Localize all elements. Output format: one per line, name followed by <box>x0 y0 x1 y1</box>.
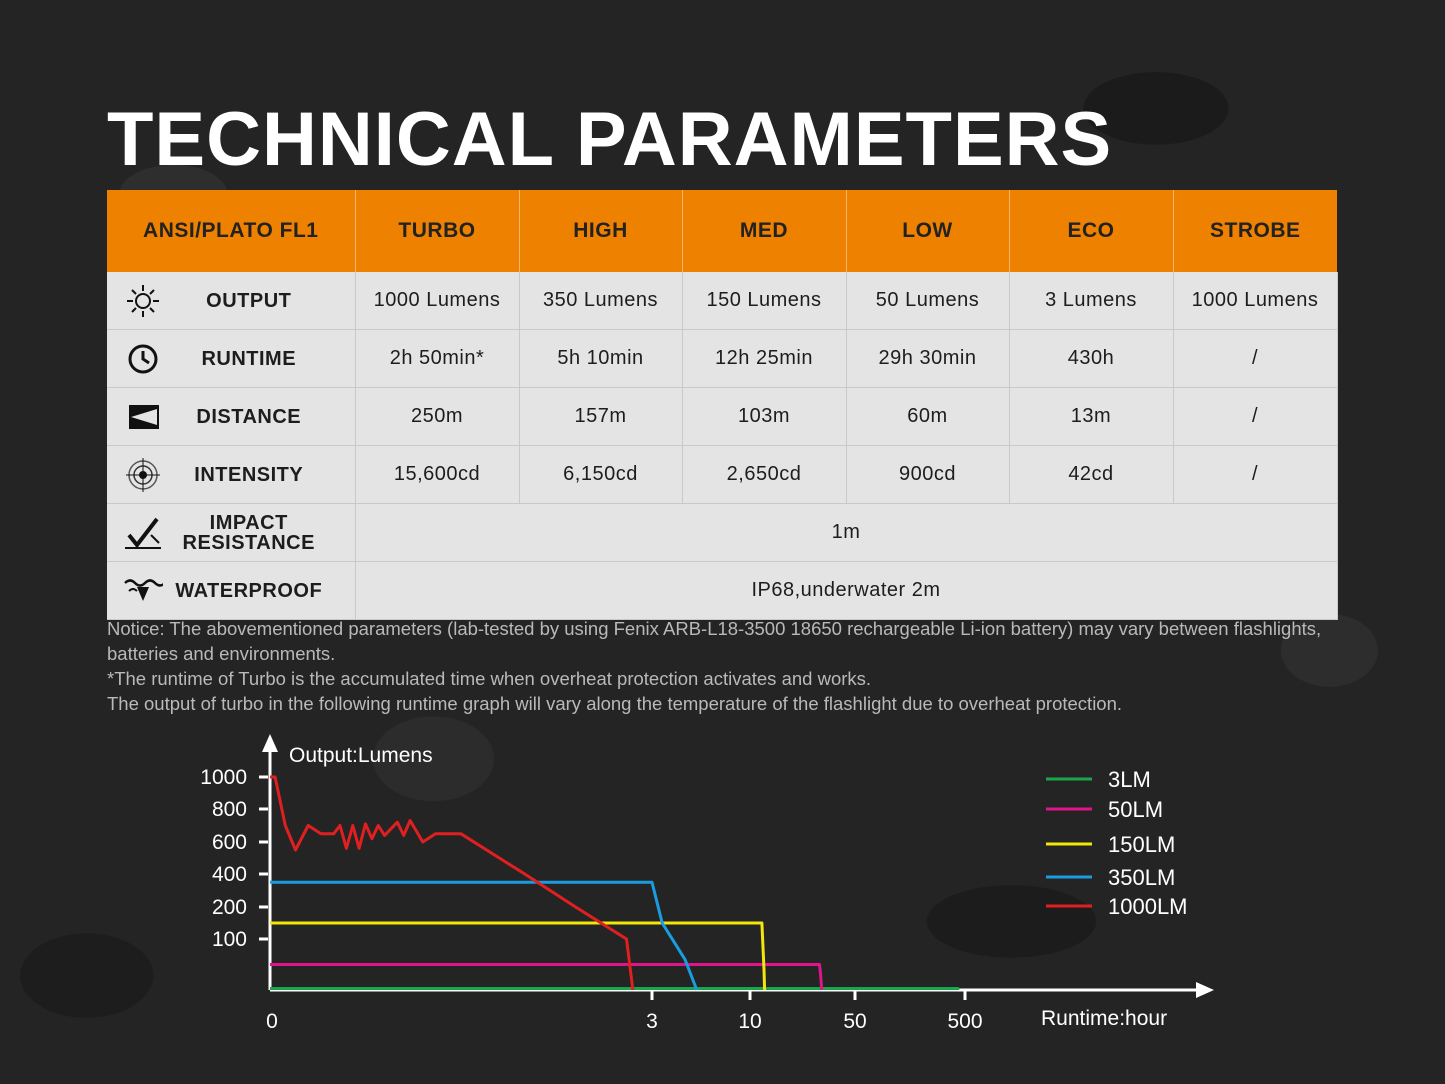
merged-cell: 1m <box>355 504 1337 562</box>
x-axis-label: Runtime:hour <box>1041 1007 1168 1030</box>
note-line: Notice: The abovementioned parameters (lab-tested by using Fenix ARB-L18-3500 18650 rechargeable Li-ion battery) may vary between flashlights, batteries and environments. <box>107 618 1322 664</box>
table-cell: 2h 50min* <box>355 330 519 388</box>
series-line-3lm <box>270 989 958 991</box>
table-cell: 60m <box>846 388 1009 446</box>
legend-label: 3LM <box>1108 767 1151 792</box>
y-axis-arrow <box>262 734 278 752</box>
header-cell: HIGH <box>519 190 682 272</box>
note-line: The output of turbo in the following runtime graph will vary along the temperature of the flashlight due to overheat protection. <box>107 693 1123 714</box>
header-cell: MED <box>682 190 846 272</box>
x-tick-label: 500 <box>947 1010 983 1033</box>
y-tick-label: 800 <box>211 798 247 821</box>
table-cell: 12h 25min <box>682 330 846 388</box>
table-cell: 900cd <box>846 446 1009 504</box>
merged-cell: IP68,underwater 2m <box>355 562 1337 620</box>
table-cell: 5h 10min <box>519 330 682 388</box>
legend-label: 150LM <box>1108 832 1176 857</box>
y-tick-label: 100 <box>211 928 247 951</box>
x-tick-label: 0 <box>266 1010 278 1033</box>
header-cell: STROBE <box>1173 190 1337 272</box>
x-tick-label: 10 <box>738 1010 762 1033</box>
table-cell: 1000 Lumens <box>355 272 519 330</box>
table-cell: / <box>1173 330 1337 388</box>
table-cell: 15,600cd <box>355 446 519 504</box>
y-tick-label: 600 <box>211 831 247 854</box>
table-cell: 1000 Lumens <box>1173 272 1337 330</box>
row-label: WATERPROOF <box>175 579 323 602</box>
table-cell: 3 Lumens <box>1009 272 1173 330</box>
table-cell: 157m <box>519 388 682 446</box>
header-cell: TURBO <box>355 190 519 272</box>
series-line-50lm <box>270 965 822 991</box>
header-cell: ECO <box>1009 190 1173 272</box>
row-label: DISTANCE <box>196 405 302 428</box>
page-title: TECHNICAL PARAMETERS <box>107 97 1113 182</box>
row-label: RUNTIME <box>201 347 297 370</box>
x-axis-arrow <box>1196 982 1214 998</box>
table-cell: 29h 30min <box>846 330 1009 388</box>
header-cell: ANSI/PLATO FL1 <box>107 190 355 272</box>
note-line: *The runtime of Turbo is the accumulated time when overheat protection activates and works. <box>107 668 872 689</box>
legend-label: 1000LM <box>1108 894 1188 919</box>
table-cell: / <box>1173 446 1337 504</box>
header-cell: LOW <box>846 190 1009 272</box>
y-tick-label: 200 <box>211 896 247 919</box>
table-cell: 350 Lumens <box>519 272 682 330</box>
row-label: INTENSITY <box>194 463 304 486</box>
x-tick-label: 3 <box>646 1010 658 1033</box>
x-tick-label: 50 <box>843 1010 867 1033</box>
table-cell: 13m <box>1009 388 1173 446</box>
y-tick-label: 1000 <box>200 766 247 789</box>
table-cell: 430h <box>1009 330 1173 388</box>
table-cell: 42cd <box>1009 446 1173 504</box>
table-cell: / <box>1173 388 1337 446</box>
legend-label: 350LM <box>1108 865 1176 890</box>
table-cell: 103m <box>682 388 846 446</box>
table-cell: 2,650cd <box>682 446 846 504</box>
y-axis-label: Output:Lumens <box>289 744 433 767</box>
legend-label: 50LM <box>1108 797 1164 822</box>
row-label: OUTPUT <box>206 289 292 312</box>
table-cell: 250m <box>355 388 519 446</box>
table-cell: 6,150cd <box>519 446 682 504</box>
series-line-150lm <box>270 923 765 990</box>
y-tick-label: 400 <box>211 863 247 886</box>
table-cell: 50 Lumens <box>846 272 1009 330</box>
table-cell: 150 Lumens <box>682 272 846 330</box>
row-label-line: RESISTANCE <box>182 531 315 554</box>
series-line-350lm <box>270 882 697 990</box>
row-label-line: IMPACT <box>209 511 288 534</box>
